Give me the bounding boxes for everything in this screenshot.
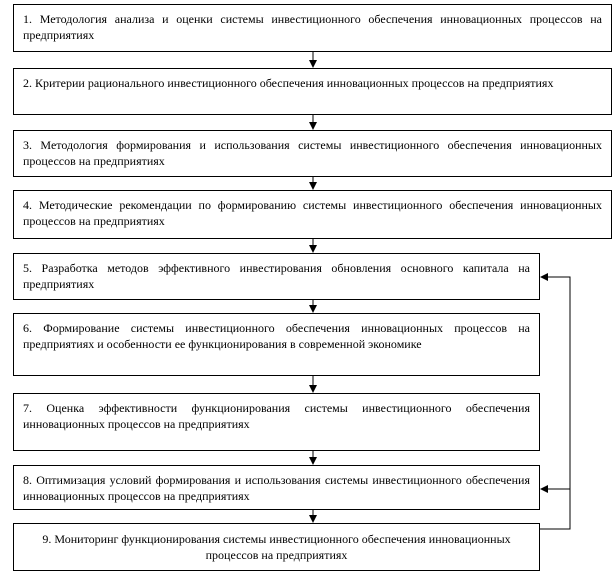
step-5-text: 5. Разработка методов эффективного инвестирования обновления основного капитала на предприятиях	[23, 261, 530, 291]
step-6-text: 6. Формирование системы инвестиционного обеспечения инновационных процессов на предприятиях и особенности ее функционирования в современной экономике	[23, 321, 530, 351]
feedback-line-9-to-5	[540, 277, 570, 529]
step-3-text: 3. Методология формирования и использования системы инвестиционного обеспечения инновационных процессов на предприятиях	[23, 138, 602, 168]
step-4-text: 4. Методические рекомендации по формированию системы инвестиционного обеспечения инновационных процессов на предприятиях	[23, 198, 602, 228]
step-2-text: 2. Критерии рационального инвестиционного обеспечения инновационных процессов на предприятиях	[23, 76, 554, 90]
step-7-text: 7. Оценка эффективности функционирования системы инвестиционного обеспечения инновационных процессов на предприятиях	[23, 401, 530, 431]
step-1-text: 1. Методология анализа и оценки системы инвестиционного обеспечения инновационных процессов на предприятиях	[23, 12, 602, 42]
step-8-text: 8. Оптимизация условий формирования и использования системы инвестиционного обеспечения инновационных процессов на предприятиях	[23, 473, 530, 503]
step-9-text: 9. Мониторинг функционирования системы инвестиционного обеспечения инновационных процессов на предприятиях	[42, 532, 511, 562]
